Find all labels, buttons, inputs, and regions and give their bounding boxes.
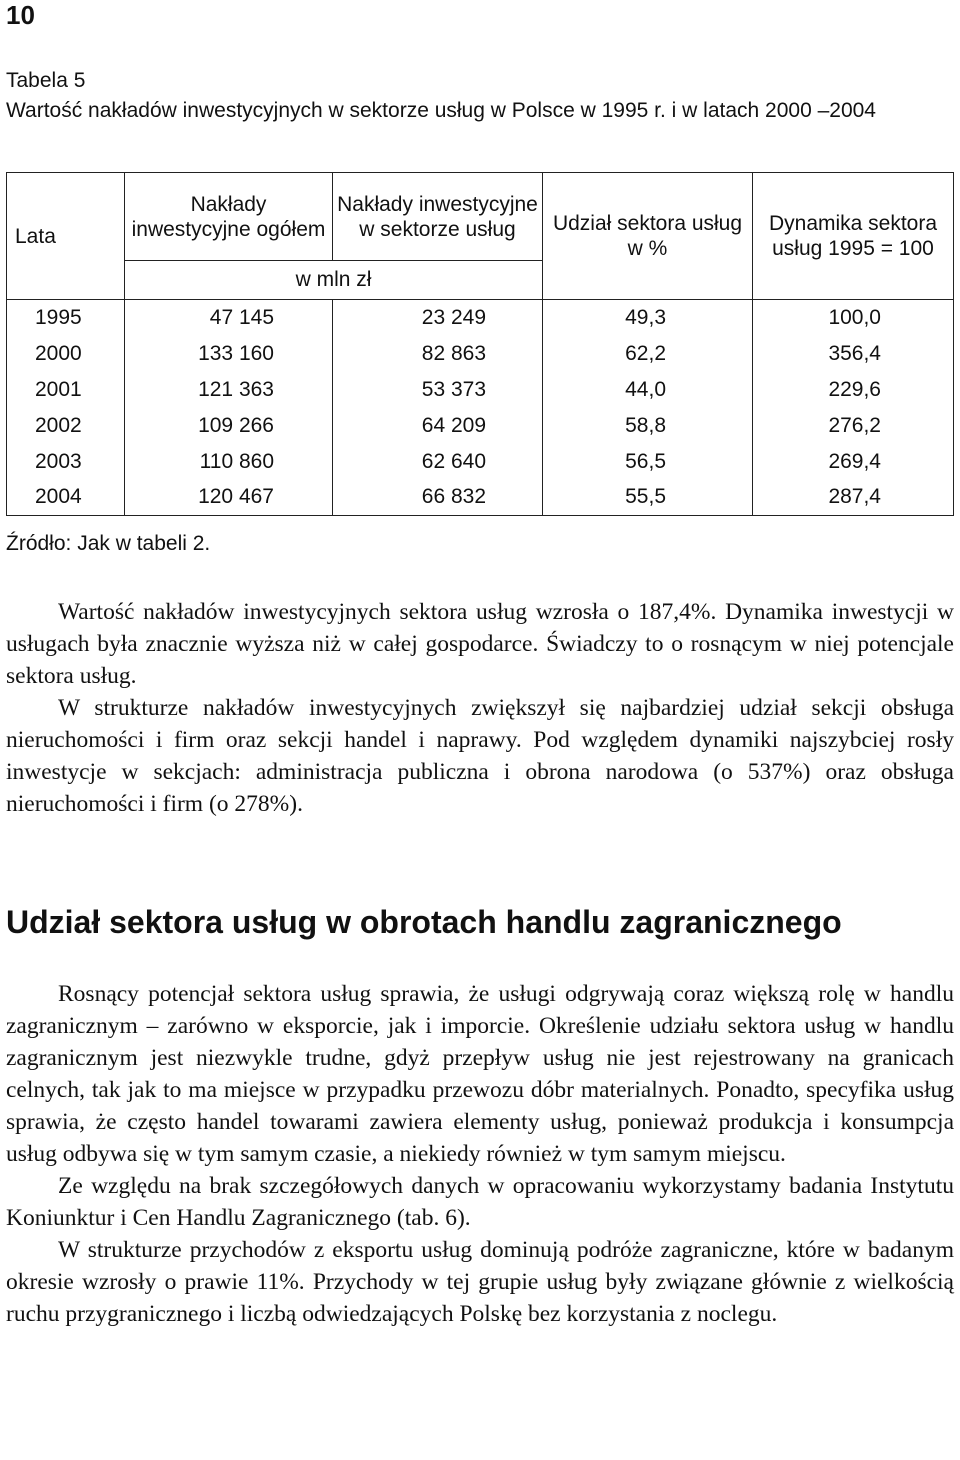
cell-total: 120 467 bbox=[125, 480, 333, 516]
paragraph: Ze względu na brak szczegółowych danych w opracowaniu wykorzystamy badania Instytutu Koniunktur i Cen Handlu Zagranicznego (tab. 6). bbox=[6, 1173, 954, 1231]
header-year: Lata bbox=[7, 173, 125, 300]
cell-services: 66 832 bbox=[333, 480, 543, 516]
cell-year: 2004 bbox=[7, 480, 125, 516]
table-row bbox=[7, 300, 954, 336]
cell-share: 44,0 bbox=[543, 372, 753, 408]
table-row bbox=[7, 336, 954, 372]
cell-total: 47 145 bbox=[125, 300, 333, 336]
paragraph: Rosnący potencjał sektora usług sprawia, że usługi odgrywają coraz większą rolę w handlu zagranicznym – zarówno w eksporcie, jak i imporcie. Określenie udziału sektora usług w handlu zagranicznym jest niezwykle trudne, gdyż przepływ usług nie jest rejestrowany na granicach celnych, tak jak to ma miejsce w przypadku przewozu dóbr materialnych. Ponadto, specyfika usług sprawia, że często handel towarami zawiera elementy usług, ponieważ produkcja i konsumpcja usług odbywa się w tym samym czasie, a niekiedy również w tym samym miejscu. bbox=[6, 981, 954, 1167]
header-share: Udział sektora usług w % bbox=[543, 173, 753, 300]
header-total: Nakłady inwestycyjne ogółem bbox=[125, 173, 333, 261]
cell-dynamics: 356,4 bbox=[753, 336, 954, 372]
cell-share: 62,2 bbox=[543, 336, 753, 372]
body-text-a bbox=[6, 596, 954, 820]
page-number: 10 bbox=[6, 0, 35, 30]
header-unit: w mln zł bbox=[125, 261, 543, 300]
cell-dynamics: 269,4 bbox=[753, 444, 954, 480]
table-title: Wartość nakładów inwestycyjnych w sektorze usług w Polsce w 1995 r. i w latach 2000 –2004 bbox=[6, 99, 876, 122]
cell-share: 49,3 bbox=[543, 300, 753, 336]
cell-dynamics: 100,0 bbox=[753, 300, 954, 336]
cell-dynamics: 229,6 bbox=[753, 372, 954, 408]
cell-services: 53 373 bbox=[333, 372, 543, 408]
table-row bbox=[7, 480, 954, 516]
table-row bbox=[7, 372, 954, 408]
cell-services: 82 863 bbox=[333, 336, 543, 372]
paragraph: W strukturze przychodów z eksportu usług dominują podróże zagraniczne, które w badanym okresie wzrosły o prawie 11%. Przychody w tej grupie usług były związane głównie z wielkością ruchu przygranicznego i liczbą odwiedzających Polskę bez korzystania z noclegu. bbox=[6, 1237, 954, 1327]
cell-share: 55,5 bbox=[543, 480, 753, 516]
cell-share: 58,8 bbox=[543, 408, 753, 444]
table-caption bbox=[6, 66, 946, 126]
cell-year: 2003 bbox=[7, 444, 125, 480]
header-dynamics: Dynamika sektora usług 1995 = 100 bbox=[753, 173, 954, 300]
table-label: Tabela 5 bbox=[6, 69, 86, 92]
cell-year: 2001 bbox=[7, 372, 125, 408]
table-row bbox=[7, 444, 954, 480]
investment-table bbox=[6, 172, 954, 516]
paragraph: W strukturze nakładów inwestycyjnych zwiększył się najbardziej udział sekcji obsługa nieruchomości i firm oraz sekcji handel i naprawy. Pod względem dynamiki najszybciej rosły inwestycje w sekcjach: administracja publiczna i obrona narodowa (o 537%) oraz obsługa nieruchomości i firm (o 278%). bbox=[6, 695, 954, 817]
section-heading: Udział sektora usług w obrotach handlu zagranicznego bbox=[6, 904, 842, 940]
table-body bbox=[7, 300, 954, 516]
header-services: Nakłady inwestycyjne w sektorze usług bbox=[333, 173, 543, 261]
table-row bbox=[7, 408, 954, 444]
cell-share: 56,5 bbox=[543, 444, 753, 480]
body-text-b bbox=[6, 978, 954, 1330]
cell-total: 133 160 bbox=[125, 336, 333, 372]
cell-dynamics: 287,4 bbox=[753, 480, 954, 516]
cell-services: 64 209 bbox=[333, 408, 543, 444]
cell-year: 2002 bbox=[7, 408, 125, 444]
cell-year: 2000 bbox=[7, 336, 125, 372]
cell-services: 62 640 bbox=[333, 444, 543, 480]
cell-dynamics: 276,2 bbox=[753, 408, 954, 444]
cell-total: 110 860 bbox=[125, 444, 333, 480]
cell-services: 23 249 bbox=[333, 300, 543, 336]
cell-total: 109 266 bbox=[125, 408, 333, 444]
cell-total: 121 363 bbox=[125, 372, 333, 408]
cell-year: 1995 bbox=[7, 300, 125, 336]
table-source: Źródło: Jak w tabeli 2. bbox=[6, 532, 211, 555]
paragraph: Wartość nakładów inwestycyjnych sektora usług wzrosła o 187,4%. Dynamika inwestycji w usługach była znacznie wyższa niż w całej gospodarce. Świadczy to o rosnącym w niej potencjale sektora usług. bbox=[6, 599, 954, 689]
